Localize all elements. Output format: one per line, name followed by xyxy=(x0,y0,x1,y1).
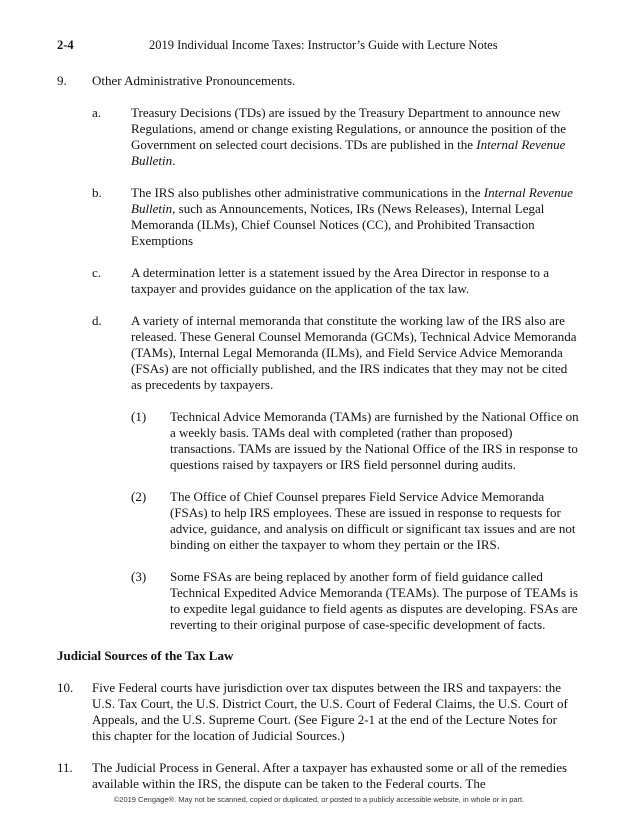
item-text: Technical Advice Memoranda (TAMs) are furnished by the National Office on a weekly basis. TAMs deal with completed (rather than proposed) transactions. TAMs are issued by the National Office of the IRS in response to questions raised by taxpayers or IRS field personnel during audits. xyxy=(170,409,579,472)
item-number: 11. xyxy=(57,760,73,775)
item-text xyxy=(131,105,579,169)
item-number: 10. xyxy=(57,680,74,695)
item-letter: c. xyxy=(92,265,102,280)
item-text xyxy=(131,185,579,249)
item-letter: d. xyxy=(92,313,102,328)
item-letter: a. xyxy=(92,105,102,120)
list-item-11 xyxy=(57,760,579,792)
text-segment: , such as Announcements, Notices, IRs (News Releases), Internal Legal Memoranda (ILMs), Chief Counsel Notices (CC), and Prohibited Transaction Exemptions xyxy=(131,201,545,248)
list-item-d3 xyxy=(57,569,579,633)
text-segment: The IRS also publishes other administrative communications in the xyxy=(131,185,484,200)
list-item-d2 xyxy=(57,489,579,553)
item-text: A variety of internal memoranda that constitute the working law of the IRS also are released. These General Counsel Memoranda (GCMs), Technical Advice Memoranda (TAMs), Internal Legal Memoranda (ILMs), and Field Service Advice Memoranda (FSAs) are not officially published, and the IRS indicates that they may not be cited as precedents by taxpayers. xyxy=(131,313,577,392)
item-text: Five Federal courts have jurisdiction over tax disputes between the IRS and taxpayers: the U.S. Tax Court, the U.S. District Court, the U.S. Court of Federal Claims, the U.S. Court of Appeals, and the U.S. Supreme Court. (See Figure 2-1 at the end of the Lecture Notes for this chapter for the location of Judicial Sources.) xyxy=(92,680,568,743)
list-item-c xyxy=(57,265,579,297)
copyright-footer: ©2019 Cengage®. May not be scanned, copied or duplicated, or posted to a publicly accessible website, in whole or in part. xyxy=(113,795,525,804)
list-item-d1 xyxy=(57,409,579,473)
item-letter: b. xyxy=(92,185,102,200)
item-subnumber: (1) xyxy=(131,409,147,424)
section-heading: Judicial Sources of the Tax Law xyxy=(57,648,234,663)
text-segment: Treasury Decisions (TDs) are issued by the Treasury Department to announce new Regulations, amend or change existing Regulations, or announce the position of the Government on selected court decisions. TDs are published in the xyxy=(131,105,567,152)
publication-title: Internal Revenue Bulletin xyxy=(131,137,566,168)
list-item-b xyxy=(57,185,579,249)
publication-title: Internal Revenue Bulletin xyxy=(131,185,573,216)
item-subnumber: (2) xyxy=(131,489,147,504)
item-text: A determination letter is a statement issued by the Area Director in response to a taxpayer and provides guidance on the application of the tax law. xyxy=(131,265,550,296)
item-subnumber: (3) xyxy=(131,569,147,584)
item-text: Other Administrative Pronouncements. xyxy=(92,73,296,88)
list-item-a xyxy=(57,105,579,169)
page-number: 2-4 xyxy=(57,38,74,52)
list-item-10 xyxy=(57,680,579,744)
running-title: 2019 Individual Income Taxes: Instructor’s Guide with Lecture Notes xyxy=(149,38,498,52)
item-text: The Judicial Process in General. After a taxpayer has exhausted some or all of the remedies available within the IRS, the dispute can be taken to the Federal courts. The xyxy=(92,760,568,791)
item-number: 9. xyxy=(57,73,67,88)
item-text: Some FSAs are being replaced by another form of field guidance called Technical Expedited Advice Memoranda (TEAMs). The purpose of TEAMs is to expedite legal guidance to field agents as disputes are developing. FSAs are reverting to their original purpose of case-specific development of facts. xyxy=(170,569,579,632)
list-item-9 xyxy=(57,73,579,89)
item-text: The Office of Chief Counsel prepares Field Service Advice Memoranda (FSAs) to help IRS employees. These are issued in response to requests for advice, guidance, and analysis on difficult or significant tax issues and are not binding on either the taxpayer to whom they pertain or the IRS. xyxy=(170,489,576,552)
page-content xyxy=(57,73,579,792)
text-segment: . xyxy=(172,153,176,168)
list-item-d xyxy=(57,313,579,393)
